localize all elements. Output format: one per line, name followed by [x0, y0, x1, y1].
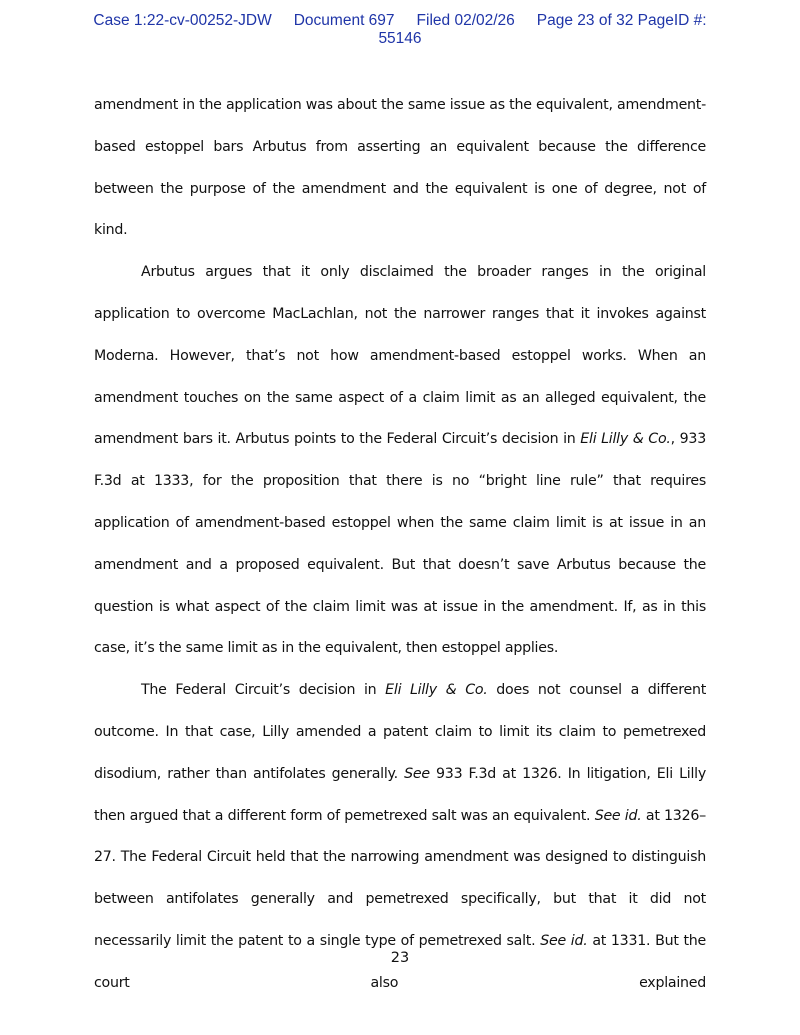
text-segment: 933 F.3d at 1326. In litigation, Eli Lilly then argued that a different form of pemetrexed salt was an equivalent. — [94, 765, 706, 824]
header-line-1 — [0, 12, 800, 30]
paragraph-continued — [94, 85, 706, 252]
case-header — [0, 12, 800, 48]
citation-italic: See id. — [540, 932, 588, 949]
text-segment: Arbutus argues that it only disclaimed the broader ranges in the original application to overcome MacLachlan, not the narrower ranges that it invokes against Moderna. However, that’s not how amendment-based estoppel works. When an amendment touches on the same aspect of a claim limit as an alleged equivalent, the amendment bars it. Arbutus points to the Federal Circuit’s decision in — [94, 264, 706, 448]
text-segment: at 1326–27. The Federal Circuit held that the narrowing amendment was designed to distinguish between antifolates generally and pemetrexed specifically, but that it did not necessarily limit the patent to a single type of pemetrexed salt. — [94, 807, 706, 949]
text-segment: The Federal Circuit’s decision in — [141, 682, 386, 699]
page-info: Page 23 of 32 PageID #: — [536, 12, 707, 29]
page-id: 55146 — [378, 30, 422, 47]
document-number: Document 697 — [293, 12, 395, 29]
citation-italic: Eli Lilly & Co. — [385, 682, 488, 699]
text-segment: amendment in the application was about the same issue as the equivalent, amendment-based estoppel bars Arbutus from asserting an equivalent because the difference between the purpose of the amendment and the equivalent is one of degree, not of kind. — [94, 97, 706, 239]
citation-italic: Eli Lilly & Co. — [580, 431, 671, 448]
text-segment: at 1331. But the court also explained — [94, 932, 707, 991]
citation-italic: See id. — [594, 807, 642, 824]
case-number: Case 1:22-cv-00252-JDW — [93, 12, 272, 29]
paragraph-arbutus-argument — [94, 252, 706, 670]
text-segment: , 933 F.3d at 1333, for the proposition that there is no “bright line rule” that requires application of amendment-based estoppel when the same claim limit is at issue in an amendment and a proposed equivalent. But that doesn’t save Arbutus because the question is what aspect of the claim limit was at issue in the amendment. If, as in this case, it’s the same limit as in the equivalent, then estoppel applies. — [94, 431, 706, 657]
page-number: 23 — [390, 950, 410, 966]
citation-italic: See — [404, 765, 430, 782]
text-segment: does not counsel a different outcome. In that case, Lilly amended a patent claim to limit its claim to pemetrexed disodium, rather than antifolates generally. — [94, 682, 707, 782]
filed-date: Filed 02/02/26 — [416, 12, 515, 29]
opinion-body — [94, 85, 706, 1005]
